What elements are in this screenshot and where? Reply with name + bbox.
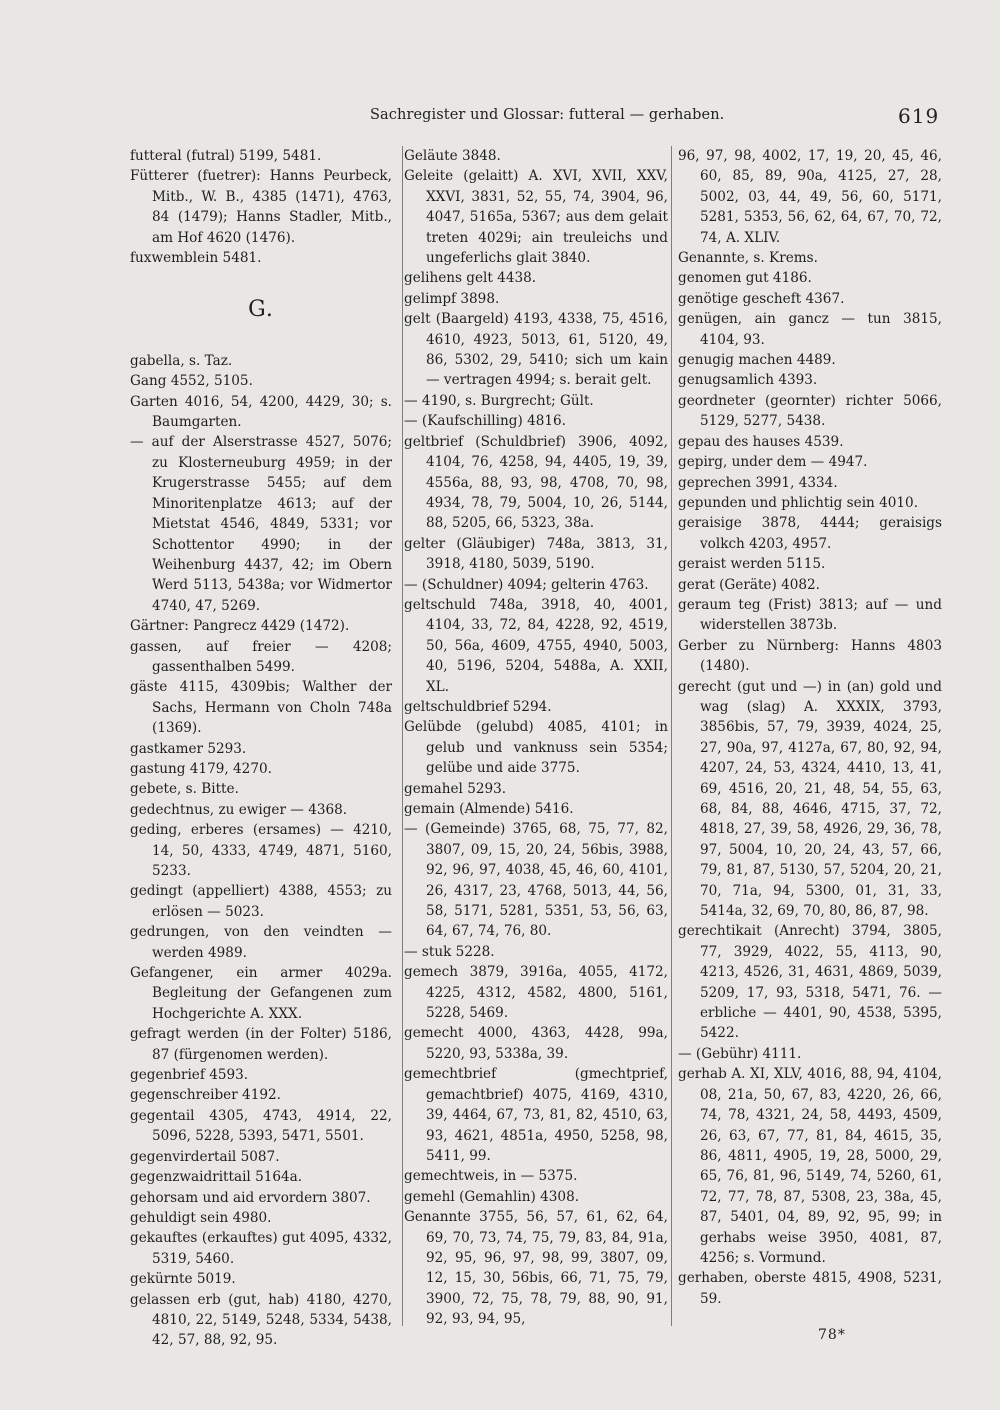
index-entry: genugig machen 4489.	[678, 352, 836, 369]
index-entry: gastkamer 5293.	[130, 740, 247, 757]
index-entry: gedingt (appelliert) 4388, 4553; zu erlösen — 5023.	[130, 883, 392, 920]
index-entry: geprechen 3991, 4334.	[678, 474, 838, 491]
index-entry: gemahel 5293.	[404, 780, 507, 797]
index-entry: gerechtikait (Anrecht) 3794, 3805, 77, 3929, 4022, 55, 4113, 90, 4213, 4526, 31, 4631, 4869, 5039, 5209, 17, 93, 5318, 5471, 76. — erbliche — 4401, 90, 4538, 5395, 5422.	[678, 923, 942, 1042]
index-entry: gebete, s. Bitte.	[130, 781, 239, 798]
index-entry: gabella, s. Taz.	[130, 352, 233, 369]
index-entry: genügen, ain gancz — tun 3815, 4104, 93.	[678, 311, 942, 348]
index-entry: gemehl (Gemahlin) 4308.	[404, 1188, 580, 1205]
index-entry: futteral (futral) 5199, 5481.	[130, 148, 322, 164]
index-entry: Gang 4552, 5105.	[130, 373, 253, 390]
index-entry: Geläute 3848.	[404, 148, 501, 164]
index-column-2	[404, 146, 668, 1330]
index-column-3	[678, 146, 942, 1309]
index-entry: — (Kaufschilling) 4816.	[404, 413, 566, 430]
running-header: Sachregister und Glossar: futteral — gerhaben.	[370, 107, 725, 123]
index-entry: 96, 97, 98, 4002, 17, 19, 20, 45, 46, 60, 85, 89, 90a, 4125, 27, 28, 5002, 03, 44, 49, 56, 60, 5171, 5281, 5353, 56, 62, 64, 67, 70, 72, 74, A. XLIV.	[678, 148, 942, 246]
index-entry: geltschuld 748a, 3918, 40, 4001, 4104, 33, 72, 84, 4228, 92, 4519, 50, 56a, 4609, 4755, 4940, 5003, 40, 5196, 5204, 5488a, A. XXII, XL.	[404, 596, 668, 695]
index-entry: gäste 4115, 4309bis; Walther der Sachs, Hermann von Choln 748a (1369).	[130, 679, 392, 737]
index-entry: Gefangener, ein armer 4029a. Begleitung der Gefangenen zum Hochgerichte A. XXX.	[130, 965, 392, 1022]
index-entry: gegenvirdertail 5087.	[130, 1148, 280, 1165]
index-entry: genötige gescheft 4367.	[678, 290, 845, 307]
index-entry: gelassen erb (gut, hab) 4180, 4270, 4810, 22, 5149, 5248, 5334, 5438, 42, 57, 88, 92, 95.	[130, 1291, 392, 1349]
index-entry: gefragt werden (in der Folter) 5186, 87 (fürgenomen werden).	[130, 1026, 392, 1063]
index-entry: fuxwemblein 5481.	[130, 250, 262, 267]
index-entry: — (Gebühr) 4111.	[678, 1045, 802, 1062]
index-entry: gepau des hauses 4539.	[678, 433, 844, 450]
index-entry: gemechtbrief (gmechtprief, gemachtbrief) 4075, 4169, 4310, 39, 4464, 67, 73, 81, 82, 4510, 63, 93, 4621, 4851a, 4950, 5258, 98, 5411, 99.	[404, 1066, 668, 1164]
index-entry: Fütterer (fuetrer): Hanns Peurbeck, Mitb., W. B., 4385 (1471), 4763, 84 (1479); Hanns Stadler, Mitb., am Hof 4620 (1476).	[130, 168, 392, 246]
index-entry: geraist werden 5115.	[678, 556, 826, 573]
index-entry: Gerber zu Nürnberg: Hanns 4803 (1480).	[678, 637, 942, 675]
index-entry: Gärtner: Pangrecz 4429 (1472).	[130, 618, 350, 635]
index-column-1	[130, 146, 392, 1351]
index-entry: genomen gut 4186.	[678, 270, 812, 287]
index-entry: gemechtweis, in — 5375.	[404, 1168, 578, 1185]
index-entry: geordneter (geornter) richter 5066, 5129, 5277, 5438.	[678, 392, 942, 430]
index-entry: — (Schuldner) 4094; gelterin 4763.	[404, 576, 649, 593]
index-entry: gemain (Almende) 5416.	[404, 801, 574, 817]
index-entry: gelter (Gläubiger) 748a, 3813, 31, 3918, 4180, 5039, 5190.	[404, 535, 668, 573]
index-entry: Genannte, s. Krems.	[678, 250, 818, 267]
index-entry: geltbrief (Schuldbrief) 3906, 4092, 4104, 76, 4258, 94, 4405, 19, 39, 4556a, 88, 93, 98, 4708, 70, 98, 4934, 78, 79, 5004, 10, 26, 5144, 88, 5205, 66, 5323, 38a.	[404, 433, 668, 532]
index-entry: gehorsam und aid ervordern 3807.	[130, 1189, 371, 1206]
index-entry: Genannte 3755, 56, 57, 61, 62, 64, 69, 70, 73, 74, 75, 79, 83, 84, 91a, 92, 95, 96, 97, 98, 99, 3807, 09, 12, 15, 30, 56bis, 66, 71, 75, 79, 3900, 72, 75, 78, 79, 88, 90, 91, 92, 93, 94, 95,	[404, 1209, 668, 1328]
index-entry: Gelübde (gelubd) 4085, 4101; in gelub und vanknuss sein 5354; gelübe und aide 3775.	[404, 719, 668, 777]
index-entry: gelimpf 3898.	[404, 290, 500, 307]
index-entry: Garten 4016, 54, 4200, 4429, 30; s. Baumgarten.	[130, 393, 392, 431]
section-letter: G.	[248, 297, 274, 323]
index-entry: gepirg, under dem — 4947.	[678, 454, 868, 471]
index-entry: genugsamlich 4393.	[678, 372, 818, 389]
index-entry: gassen, auf freier — 4208; gassenthalben 5499.	[130, 638, 392, 675]
index-entry: gedechtnus, zu ewiger — 4368.	[130, 801, 348, 818]
index-entry: gegenschreiber 4192.	[130, 1087, 281, 1104]
page-number: 619	[898, 104, 940, 128]
index-entry: geraisige 3878, 4444; geraisigs volkch 4203, 4957.	[678, 515, 942, 552]
index-entry: gepunden und phlichtig sein 4010.	[678, 494, 919, 511]
index-entry: gemecht 4000, 4363, 4428, 99a, 5220, 93, 5338a, 39.	[404, 1025, 668, 1062]
index-entry: gegentail 4305, 4743, 4914, 22, 5096, 5228, 5393, 5471, 5501.	[130, 1107, 392, 1145]
index-entry: geraum teg (Frist) 3813; auf — und widerstellen 3873b.	[678, 596, 942, 634]
index-entry: gelihens gelt 4438.	[404, 270, 537, 287]
index-entry: gerecht (gut und —) in (an) gold und wag (slag) A. XXXIX, 3793, 3856bis, 57, 79, 3939, 4024, 25, 27, 90a, 97, 4127a, 67, 80, 92, 94, 4207, 24, 53, 4324, 4410, 13, 41, 69, 4516, 20, 21, 48, 54, 55, 63, 68, 84, 88, 4646, 4715, 37, 72, 4818, 27, 39, 58, 4926, 29, 36, 78, 97, 5004, 10, 20, 24, 43, 57, 66, 79, 81, 87, 5130, 57, 5204, 20, 21, 70, 71a, 94, 5300, 01, 31, 33, 5414a, 32, 69, 70, 80, 86, 87, 98.	[678, 678, 942, 920]
index-entry: gastung 4179, 4270.	[130, 760, 272, 777]
index-entry: gekürnte 5019.	[130, 1271, 236, 1288]
index-entry: gerat (Geräte) 4082.	[678, 576, 820, 593]
index-entry: — auf der Alserstrasse 4527, 5076; zu Klosterneuburg 4959; in der Krugerstrasse 5455; auf dem Minoritenplatze 4613; auf der Mietstat 4546, 4849, 5331; vor Schottentor 4990; in der Weihenburg 4437, 42; im Obern Werd 5113, 5438a; vor Widmertor 4740, 47, 5269.	[130, 434, 392, 614]
column-divider	[402, 146, 403, 1326]
index-entry: gehuldigt sein 4980.	[130, 1209, 272, 1226]
index-entry: gelt (Baargeld) 4193, 4338, 75, 4516, 4610, 4923, 5013, 61, 5120, 49, 86, 5302, 29, 5410; sich um kain — vertragen 4994; s. berait gelt.	[404, 311, 668, 389]
index-entry: gerhaben, oberste 4815, 4908, 5231, 59.	[678, 1270, 942, 1307]
index-entry: gedrungen, von den veindten — werden 4989.	[130, 924, 392, 961]
index-entry: geding, erberes (ersames) — 4210, 14, 50, 4333, 4749, 4871, 5160, 5233.	[130, 822, 392, 879]
signature-mark: 78*	[818, 1327, 846, 1343]
index-entry: — 4190, s. Burgrecht; Gült.	[404, 392, 594, 409]
index-entry: geltschuldbrief 5294.	[404, 698, 552, 715]
index-entry: gemech 3879, 3916a, 4055, 4172, 4225, 4312, 4582, 4800, 5161, 5228, 5469.	[404, 964, 668, 1022]
index-entry: — (Gemeinde) 3765, 68, 75, 77, 82, 3807, 09, 15, 20, 24, 56bis, 3988, 92, 96, 97, 4038, 45, 46, 60, 4101, 26, 4317, 23, 4768, 5013, 44, 56, 58, 5171, 5281, 5351, 53, 56, 63, 64, 67, 74, 76, 80.	[404, 821, 668, 940]
index-entry: gegenbrief 4593.	[130, 1067, 249, 1084]
index-entry: gegenzwaidrittail 5164a.	[130, 1169, 303, 1186]
index-entry: gekauftes (erkauftes) gut 4095, 4332, 5319, 5460.	[130, 1230, 392, 1267]
index-entry: — stuk 5228.	[404, 943, 495, 960]
column-divider	[671, 146, 672, 1326]
index-entry: Geleite (gelaitt) A. XVI, XVII, XXV, XXVI, 3831, 52, 55, 74, 3904, 96, 4047, 5165a, 5367; aus dem gelait treten 4029i; ain treuleichs und ungeferlichs glait 3840.	[404, 168, 668, 267]
index-entry: gerhab A. XI, XLV, 4016, 88, 94, 4104, 08, 21a, 50, 67, 83, 4220, 26, 66, 74, 78, 4321, 24, 58, 4493, 4509, 26, 63, 67, 77, 81, 84, 4615, 35, 86, 4811, 4905, 19, 28, 5000, 29, 65, 76, 81, 96, 5149, 74, 5260, 61, 72, 77, 78, 87, 5308, 23, 38a, 45, 87, 5401, 04, 89, 92, 95, 99; in gerhabs weise 3950, 4081, 87, 4256; s. Vormund.	[678, 1066, 942, 1266]
